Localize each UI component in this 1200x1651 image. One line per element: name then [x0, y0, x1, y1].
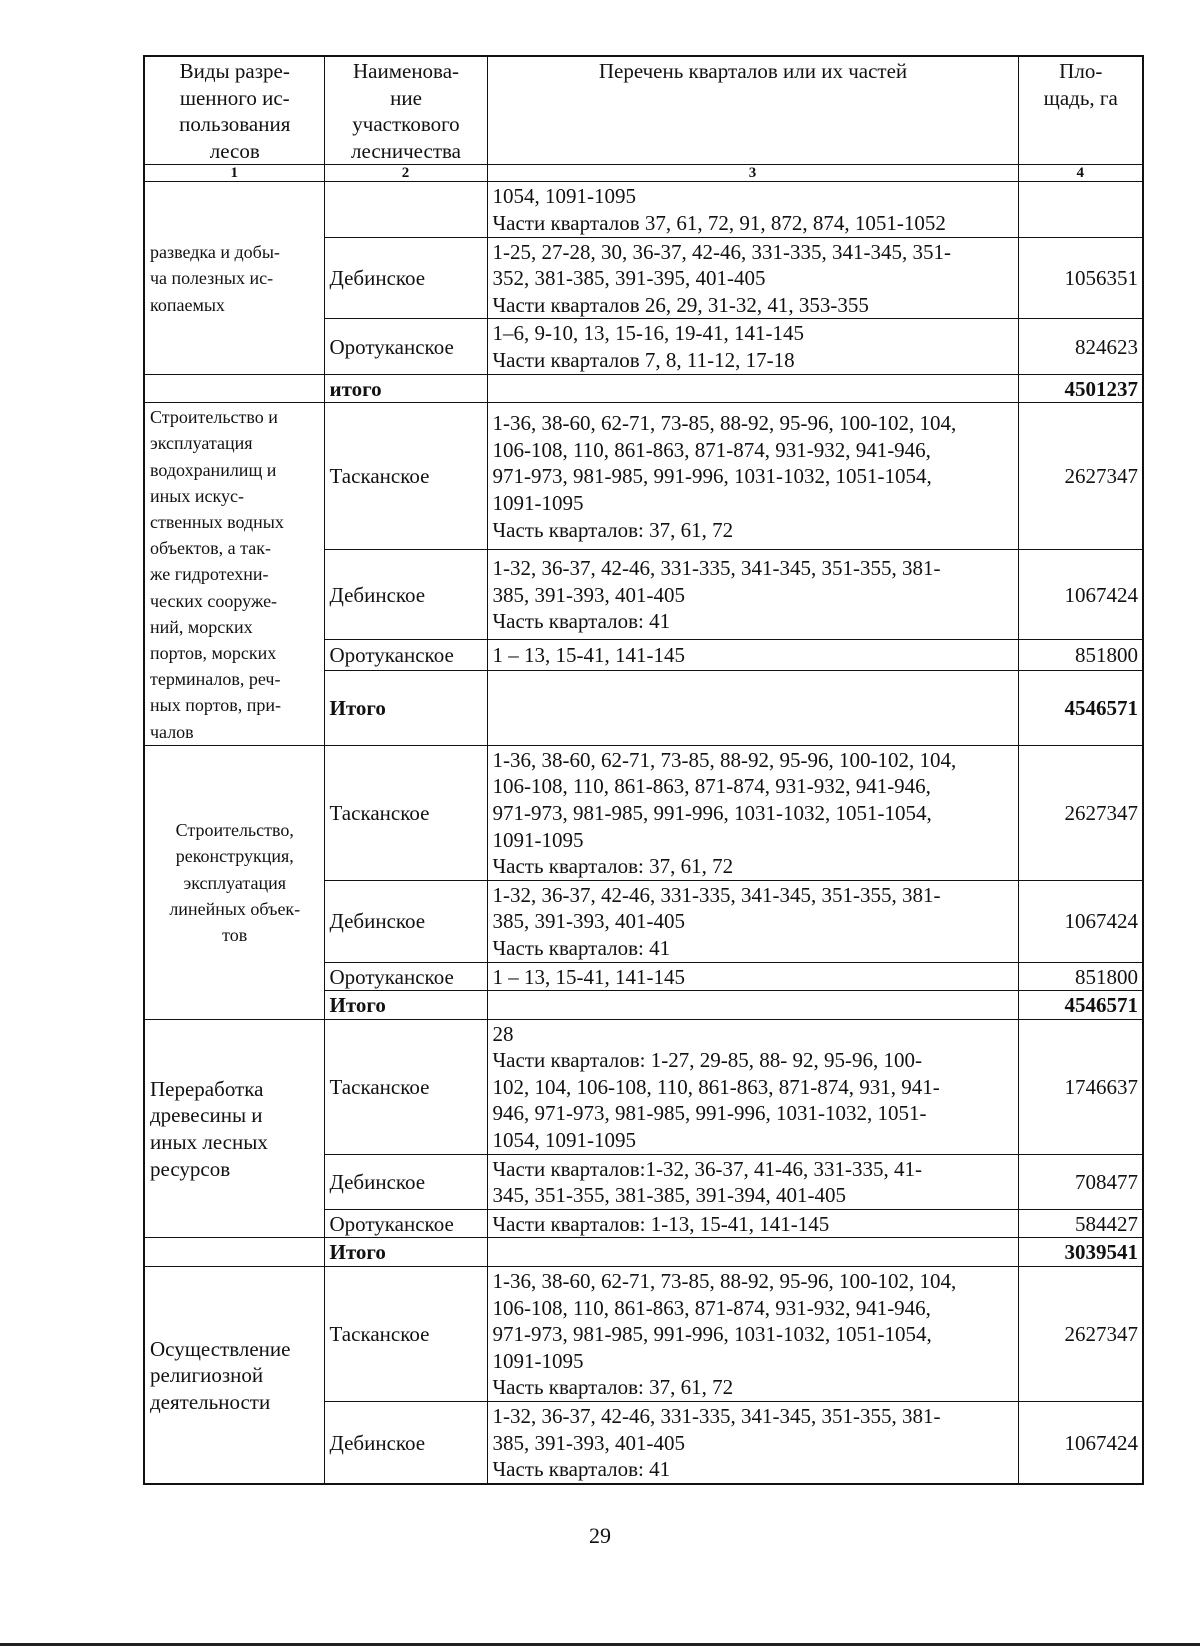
area-cell: 851800	[1018, 639, 1143, 670]
empty-cell	[144, 374, 324, 403]
area-cell: 1067424	[1018, 1402, 1143, 1484]
table-row	[144, 1019, 1143, 1154]
quarters-cell: 1–6, 9-10, 13, 15-16, 19-41, 141-145 Части кварталов 7, 8, 11-12, 17-18	[487, 319, 1018, 374]
forestry-cell: Оротуканское	[324, 639, 487, 670]
use-type-cell: Переработка древесины и иных лесных ресурсов	[144, 1019, 324, 1238]
empty-cell	[487, 670, 1018, 745]
quarters-cell: 28 Части кварталов: 1-27, 29-85, 88- 92, 95-96, 100- 102, 104, 106-108, 110, 861-863, 871-874, 931, 941- 946, 971-973, 981-985, 991-996, 1031-1032, 1051- 1054, 1091-1095	[487, 1019, 1018, 1154]
total-area: 4546571	[1018, 991, 1143, 1020]
forestry-cell: Оротуканское	[324, 962, 487, 991]
total-label: Итого	[324, 991, 487, 1020]
quarters-cell: 1 – 13, 15-41, 141-145	[487, 962, 1018, 991]
total-area: 4546571	[1018, 670, 1143, 745]
area-cell	[1018, 182, 1143, 237]
area-cell: 2627347	[1018, 1267, 1143, 1402]
area-cell: 2627347	[1018, 745, 1143, 880]
quarters-cell: 1 – 13, 15-41, 141-145	[487, 639, 1018, 670]
table-row	[144, 745, 1143, 880]
total-row	[144, 374, 1143, 403]
empty-cell	[487, 1238, 1018, 1267]
forestry-cell: Оротуканское	[324, 1209, 487, 1238]
table-row	[144, 1267, 1143, 1402]
column-number: 1	[144, 165, 324, 182]
quarters-cell: 1-36, 38-60, 62-71, 73-85, 88-92, 95-96, 100-102, 104, 106-108, 110, 861-863, 871-874, 931-932, 941-946, 971-973, 981-985, 991-996, 1031-1032, 1051-1054, 1091-1095 Часть кварталов: 37, 61, 72	[487, 1267, 1018, 1402]
table-row	[144, 403, 1143, 550]
total-label: итого	[324, 374, 487, 403]
quarters-cell: 1-32, 36-37, 42-46, 331-335, 341-345, 351-355, 381- 385, 391-393, 401-405 Часть кварталов: 41	[487, 1402, 1018, 1484]
quarters-cell: 1054, 1091-1095 Части кварталов 37, 61, 72, 91, 872, 874, 1051-1052	[487, 182, 1018, 237]
area-cell: 851800	[1018, 962, 1143, 991]
total-label: Итого	[324, 1238, 487, 1267]
total-row	[144, 1238, 1143, 1267]
total-label: Итого	[324, 670, 487, 745]
forestry-cell: Тасканское	[324, 745, 487, 880]
forestry-cell: Оротуканское	[324, 319, 487, 374]
forestry-cell	[324, 182, 487, 237]
forestry-cell: Дебинское	[324, 1154, 487, 1209]
empty-cell	[487, 374, 1018, 403]
forestry-cell: Тасканское	[324, 403, 487, 550]
quarters-cell: Части кварталов: 1-13, 15-41, 141-145	[487, 1209, 1018, 1238]
column-number: 4	[1018, 165, 1143, 182]
forestry-cell: Дебинское	[324, 880, 487, 962]
area-cell: 2627347	[1018, 403, 1143, 550]
column-number-row	[144, 165, 1143, 182]
footer-divider	[0, 1643, 1200, 1646]
forestry-cell: Тасканское	[324, 1267, 487, 1402]
area-cell: 1746637	[1018, 1019, 1143, 1154]
total-area: 3039541	[1018, 1238, 1143, 1267]
area-cell: 1056351	[1018, 237, 1143, 319]
area-cell: 1067424	[1018, 880, 1143, 962]
area-cell: 584427	[1018, 1209, 1143, 1238]
forestry-cell: Дебинское	[324, 1402, 487, 1484]
table-row	[144, 182, 1143, 237]
forestry-cell: Тасканское	[324, 1019, 487, 1154]
empty-cell	[144, 1238, 324, 1267]
quarters-cell: Части кварталов:1-32, 36-37, 41-46, 331-335, 41- 345, 351-355, 381-385, 391-394, 401-405	[487, 1154, 1018, 1209]
use-type-cell: Строительство и эксплуатация водохранилищ и иных искус- ственных водных объектов, а так- же гидротехни- ческих сооруже- ний, морских портов, морских терминалов, реч- ных портов, при- чалов	[144, 403, 324, 746]
quarters-cell: 1-32, 36-37, 42-46, 331-335, 341-345, 351-355, 381- 385, 391-393, 401-405 Часть кварталов: 41	[487, 880, 1018, 962]
quarters-cell: 1-25, 27-28, 30, 36-37, 42-46, 331-335, 341-345, 351- 352, 381-385, 391-395, 401-405 Части кварталов 26, 29, 31-32, 41, 353-355	[487, 237, 1018, 319]
header-forestry-name: Наименова- ние участкового лесничества	[324, 56, 487, 165]
header-area: Пло- щадь, га	[1018, 56, 1143, 165]
use-type-cell: Строительство, реконструкция, эксплуатация линейных объек- тов	[144, 745, 324, 1019]
area-cell: 708477	[1018, 1154, 1143, 1209]
quarters-cell: 1-36, 38-60, 62-71, 73-85, 88-92, 95-96, 100-102, 104, 106-108, 110, 861-863, 871-874, 931-932, 941-946, 971-973, 981-985, 991-996, 1031-1032, 1051-1054, 1091-1095 Часть кварталов: 37, 61, 72	[487, 745, 1018, 880]
forestry-cell: Дебинское	[324, 550, 487, 639]
area-cell: 824623	[1018, 319, 1143, 374]
use-type-cell: разведка и добы- ча полезных ис- копаемых	[144, 182, 324, 374]
total-area: 4501237	[1018, 374, 1143, 403]
table-header-row	[144, 56, 1143, 165]
page-number: 29	[589, 1523, 611, 1548]
quarters-cell: 1-36, 38-60, 62-71, 73-85, 88-92, 95-96, 100-102, 104, 106-108, 110, 861-863, 871-874, 931-932, 941-946, 971-973, 981-985, 991-996, 1031-1032, 1051-1054, 1091-1095 Часть кварталов: 37, 61, 72	[487, 403, 1018, 550]
column-number: 2	[324, 165, 487, 182]
quarters-cell: 1-32, 36-37, 42-46, 331-335, 341-345, 351-355, 381- 385, 391-393, 401-405 Часть кварталов: 41	[487, 550, 1018, 639]
use-type-cell: Осуществление религиозной деятельности	[144, 1267, 324, 1484]
area-cell: 1067424	[1018, 550, 1143, 639]
column-number: 3	[487, 165, 1018, 182]
forest-use-table	[143, 55, 1144, 1485]
empty-cell	[487, 991, 1018, 1020]
header-quarters-list: Перечень кварталов или их частей	[487, 56, 1018, 165]
forestry-cell: Дебинское	[324, 237, 487, 319]
header-use-type: Виды разре- шенного ис- пользования лесов	[144, 56, 324, 165]
